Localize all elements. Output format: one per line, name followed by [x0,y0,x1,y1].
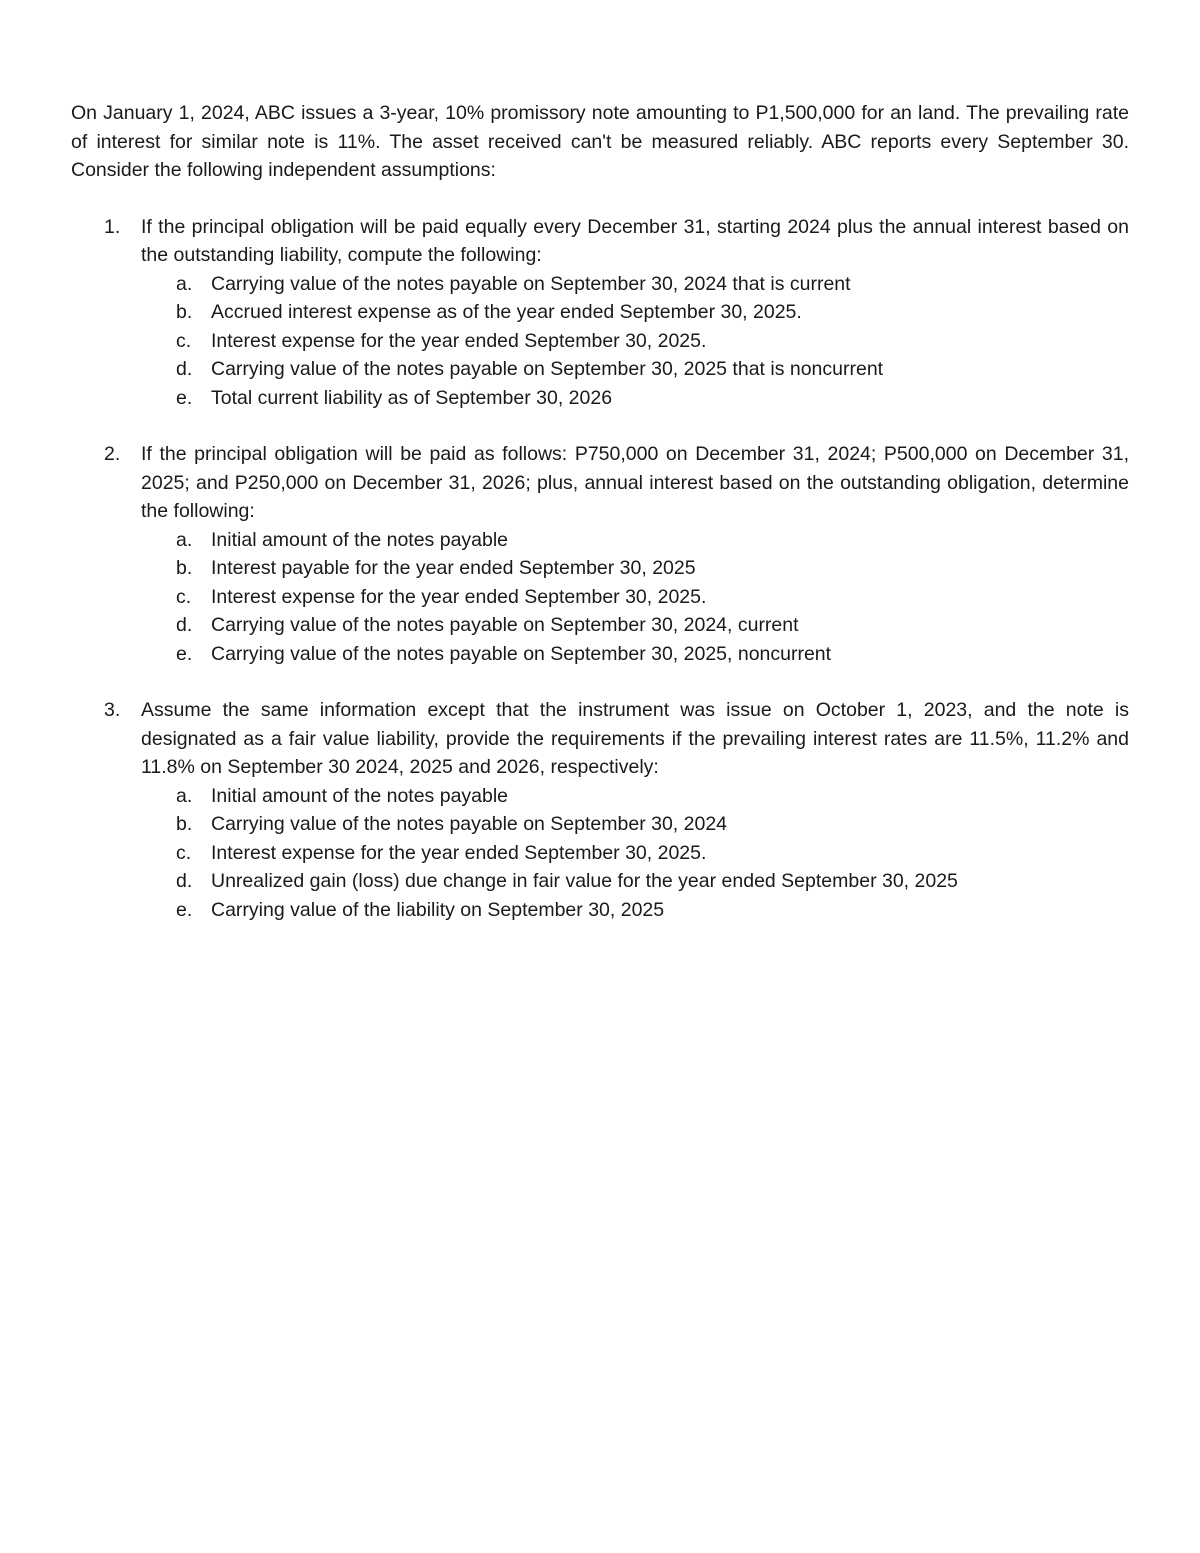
sub-item [141,782,1129,811]
sub-item [141,611,1129,640]
sub-item-text: Accrued interest expense as of the year ended September 30, 2025. [211,301,802,323]
sub-item-list [141,270,1129,413]
sub-item-letter: e. [176,386,193,409]
question-number: 2. [104,443,121,465]
sub-item-text: Unrealized gain (loss) due change in fair value for the year ended September 30, 2025 [211,870,958,892]
sub-item-text: Carrying value of the notes payable on September 30, 2024, current [211,614,799,636]
sub-item-text: Interest expense for the year ended September 30, 2025. [211,841,707,864]
sub-item-text: Interest payable for the year ended September 30, 2025 [211,557,696,579]
sub-item [141,640,1129,669]
sub-item-letter: b. [176,813,193,835]
sub-item-text: Carrying value of the notes payable on September 30, 2024 [211,813,728,835]
sub-item [141,270,1129,299]
sub-item [141,839,1129,868]
sub-item-letter: d. [176,870,193,892]
sub-item-text: Carrying value of the notes payable on September 30, 2025 that is noncurrent [211,358,884,380]
sub-item-text: Carrying value of the liability on September 30, 2025 [211,898,665,921]
question-number: 3. [104,699,121,721]
sub-item-text: Interest expense for the year ended September 30, 2025. [211,585,707,608]
sub-item [141,526,1129,555]
sub-item [141,810,1129,839]
question-1 [71,213,1129,413]
sub-item-letter: b. [176,557,193,579]
sub-item-letter: d. [176,358,193,380]
sub-item [141,583,1129,612]
sub-item [141,867,1129,896]
sub-item-text: Total current liability as of September 30, 2026 [211,386,613,409]
sub-item [141,896,1129,925]
sub-item [141,554,1129,583]
sub-item-letter: c. [176,585,192,608]
document-page [71,99,1129,952]
sub-item-letter: c. [176,329,192,352]
sub-item-letter: e. [176,898,193,921]
sub-item-letter: d. [176,614,193,636]
intro-paragraph: On January 1, 2024, ABC issues a 3-year, 10% promissory note amounting to P1,500,000 for an land. The prevailing rate of interest for similar note is 11%. The asset received can't be measured reliably. ABC reports every September 30. Consider the following independent assumptions: [71,102,1129,181]
sub-item [141,355,1129,384]
question-number: 1. [104,215,121,238]
sub-item [141,298,1129,327]
sub-item-letter: a. [176,528,193,551]
question-text: If the principal obligation will be paid equally every December 31, starting 2024 plus the annual interest based on the outstanding liability, compute the following: [141,215,1129,266]
sub-item-letter: e. [176,642,193,665]
sub-item [141,384,1129,413]
sub-item-letter: b. [176,301,193,323]
question-3 [71,696,1129,924]
sub-item-text: Interest expense for the year ended September 30, 2025. [211,329,707,352]
sub-item-text: Initial amount of the notes payable [211,784,509,807]
sub-item-letter: a. [176,784,193,807]
sub-item-list [141,526,1129,669]
sub-item [141,327,1129,356]
question-text: Assume the same information except that the instrument was issue on October 1, 2023, and the note is designated as a fair value liability, provide the requirements if the prevailing interest rates are 11.5%, 11.2% and 11.8% on September 30 2024, 2025 and 2026, respectively: [141,699,1129,778]
question-2 [71,440,1129,668]
question-text: If the principal obligation will be paid as follows: P750,000 on December 31, 2024; P500,000 on December 31, 2025; and P250,000 on December 31, 2026; plus, annual interest based on the outstanding obligation, determine the following: [141,443,1129,522]
sub-item-text: Carrying value of the notes payable on September 30, 2025, noncurrent [211,642,832,665]
sub-item-text: Carrying value of the notes payable on September 30, 2024 that is current [211,272,851,295]
sub-item-text: Initial amount of the notes payable [211,528,509,551]
sub-item-list [141,782,1129,925]
sub-item-letter: c. [176,841,192,864]
sub-item-letter: a. [176,272,193,295]
